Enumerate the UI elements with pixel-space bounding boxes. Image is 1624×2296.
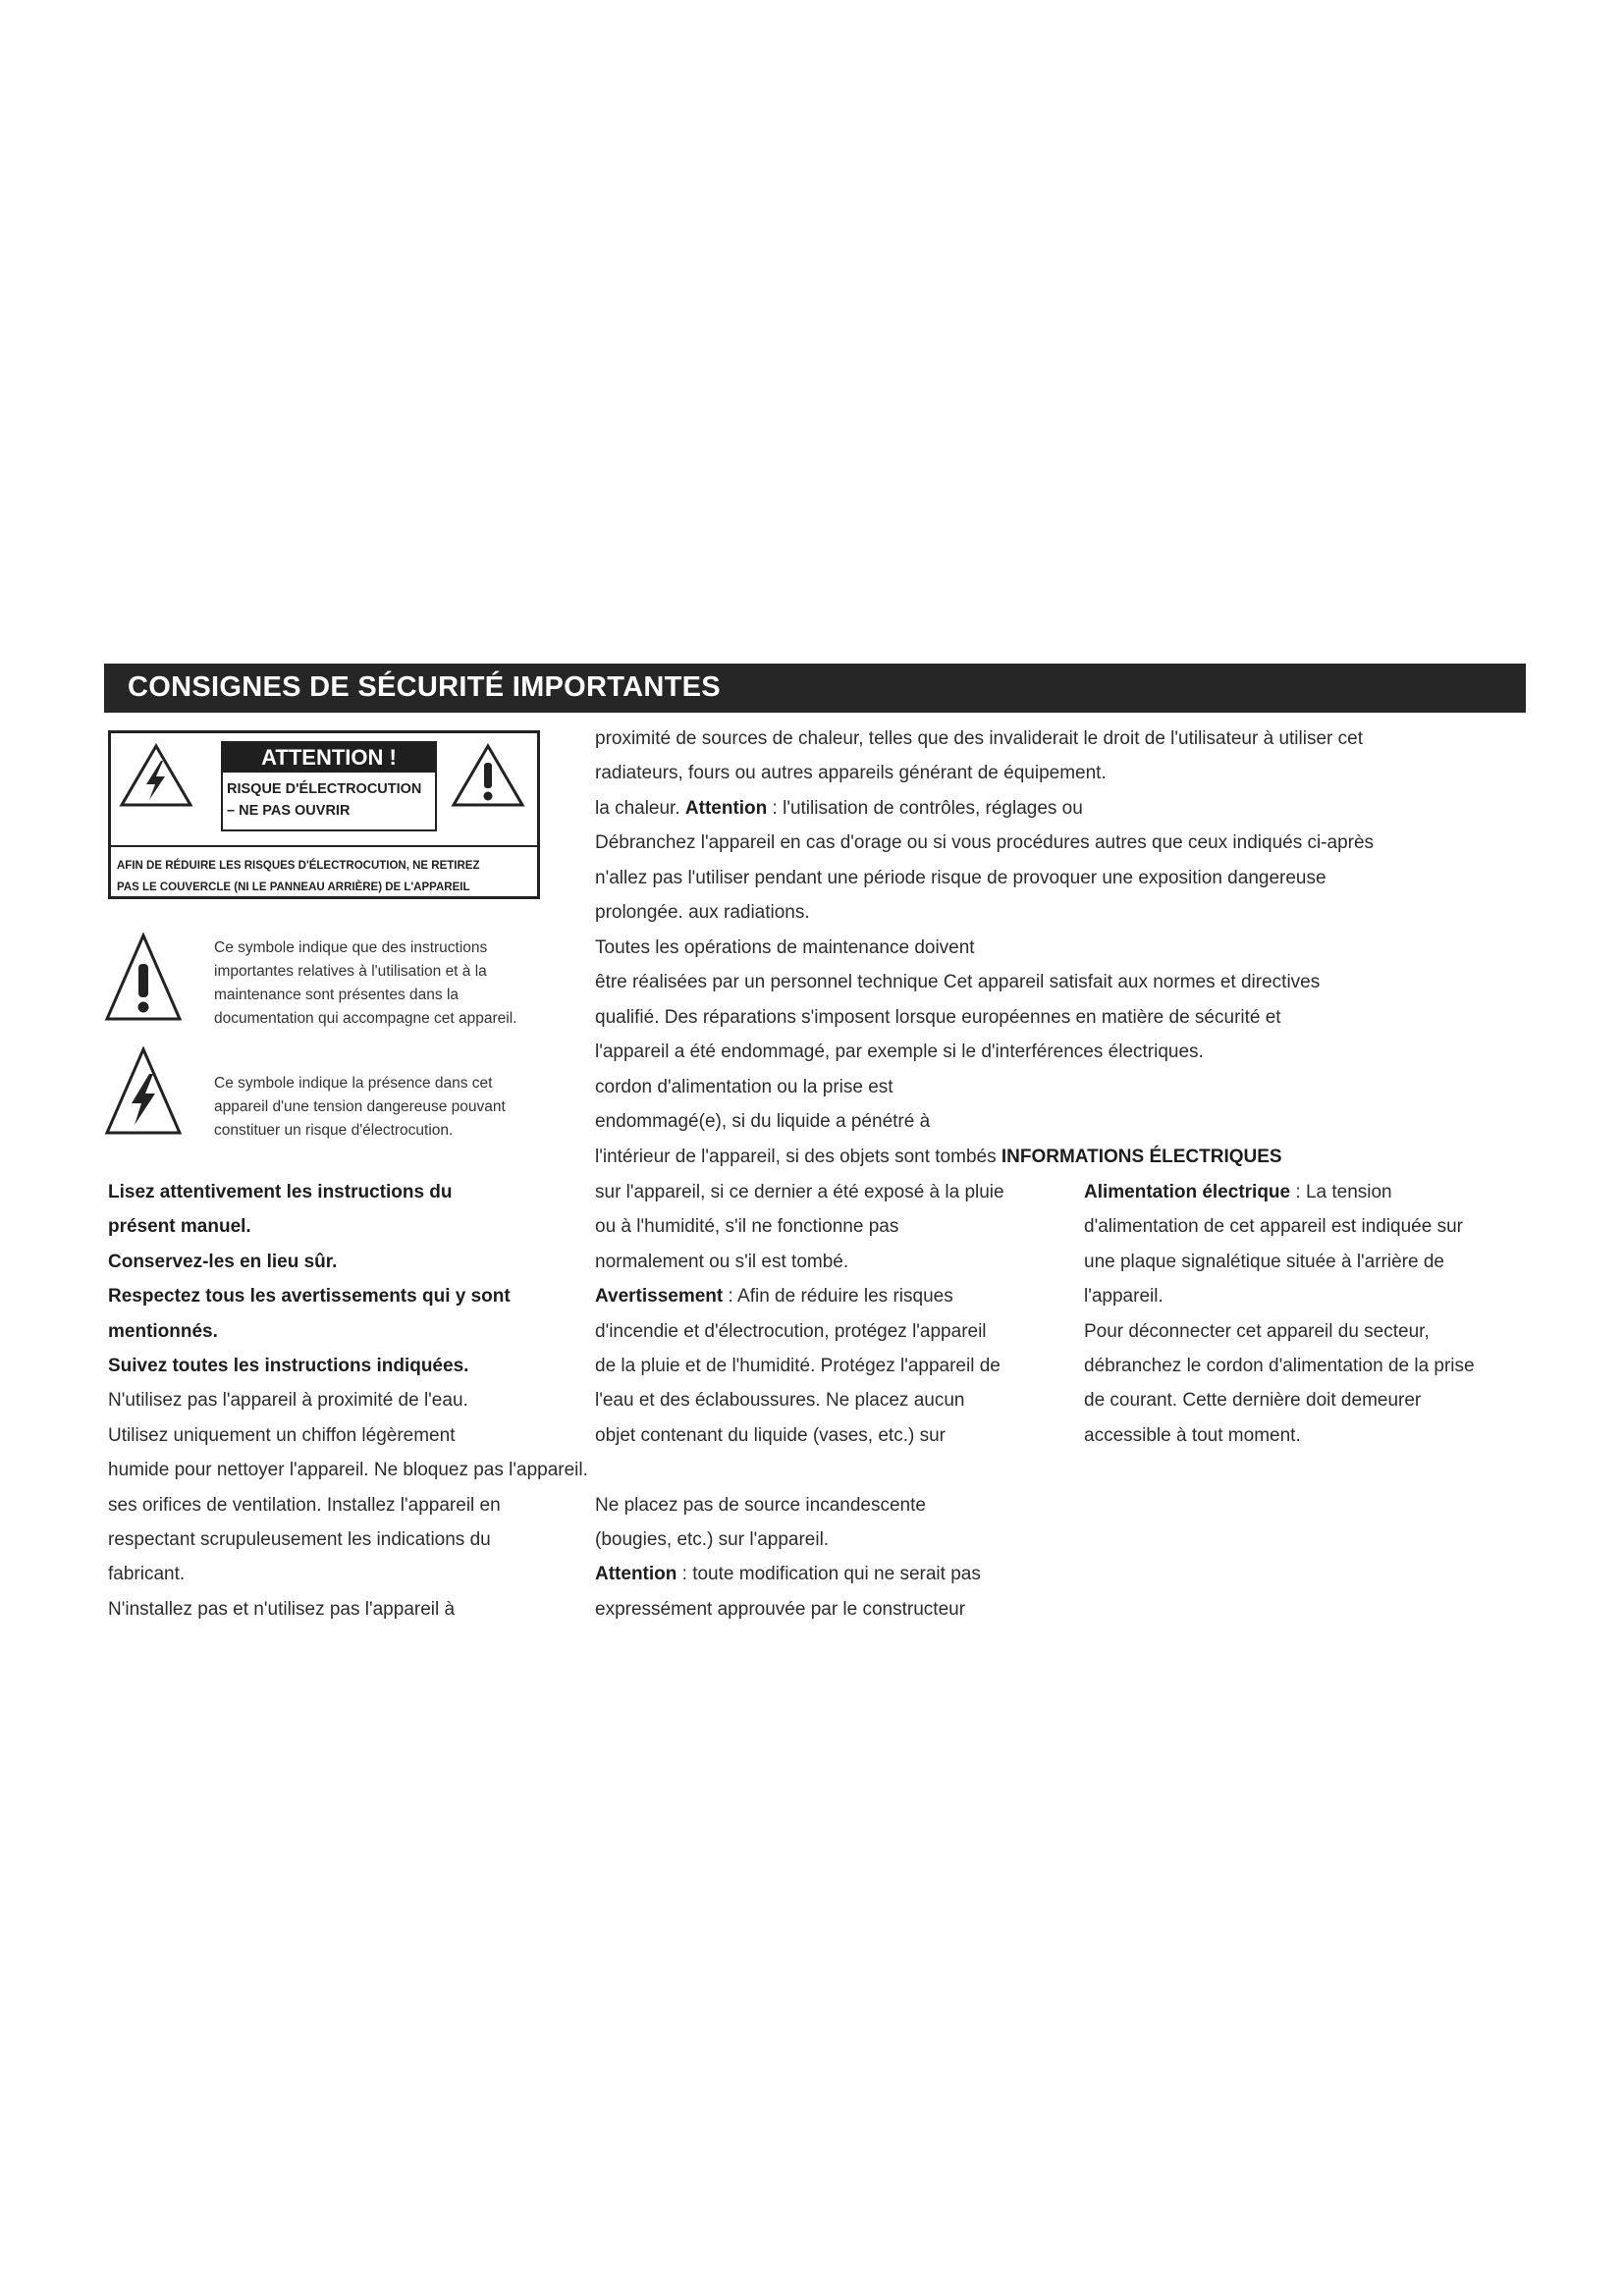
exclamation-symbol-description: Ce symbole indique que des instructions importantes relatives à l'utilisation et à la maintenance sont présentes dans la documentation qui accompagne cet appareil. [214, 939, 517, 1027]
page-title: CONSIGNES DE SÉCURITÉ IMPORTANTES [128, 671, 721, 703]
text-line: présent manuel. [108, 1216, 251, 1237]
text-line: l'appareil a été endommagé, par exemple si le d'interférences électriques. [595, 1041, 1204, 1062]
electrical-info-heading: INFORMATIONS ÉLECTRIQUES [1001, 1147, 1282, 1167]
text-line: humide pour nettoyer l'appareil. Ne bloquez pas l'appareil. [108, 1460, 588, 1480]
text-line: qualifié. Des réparations s'imposent lorsque européennes en matière de sécurité et [595, 1007, 1281, 1028]
text-line: respectant scrupuleusement les indications du [108, 1529, 491, 1550]
text-line: débranchez le cordon d'alimentation de la prise [1084, 1356, 1475, 1376]
text-line: proximité de sources de chaleur, telles que des invaliderait le droit de l'utilisateur à utiliser cet [595, 728, 1363, 749]
text-line: Avertissement : Afin de réduire les risques [595, 1286, 953, 1307]
text-line: Pour déconnecter cet appareil du secteur, [1084, 1321, 1430, 1342]
text-line: Alimentation électrique : La tension [1084, 1182, 1392, 1202]
text-line: n'allez pas l'utiliser pendant une période risque de provoquer une exposition dangereuse [595, 868, 1326, 888]
text-line: Débranchez l'appareil en cas d'orage ou si vous procédures autres que ceux indiqués ci-après [595, 832, 1375, 853]
text-line: Conservez-les en lieu sûr. [108, 1252, 338, 1272]
text-line: être réalisées par un personnel technique Cet appareil satisfait aux normes et directives [595, 972, 1321, 992]
text-line: (bougies, etc.) sur l'appareil. [595, 1529, 830, 1550]
text-line: accessible à tout moment. [1084, 1425, 1301, 1446]
lightning-triangle-icon [104, 1046, 183, 1137]
warning-divider [111, 845, 537, 847]
text-line: N'installez pas et n'utilisez pas l'appareil à [108, 1599, 456, 1620]
text-line: prolongée. aux radiations. [595, 902, 810, 923]
text-line: l'appareil. [1084, 1286, 1164, 1307]
exclamation-triangle-icon [104, 933, 183, 1023]
text-line: objet contenant du liquide (vases, etc.) sur [595, 1425, 946, 1446]
text-line: Toutes les opérations de maintenance doivent [595, 937, 975, 958]
warning-footer-line: PAS LE COUVERCLE (NI LE PANNEAU ARRIÈRE) DE L'APPAREIL [117, 881, 470, 893]
text-line: Attention : toute modification qui ne serait pas [595, 1564, 981, 1584]
warning-title-box [221, 741, 437, 831]
text-line: ses orifices de ventilation. Installez l'appareil en [108, 1495, 501, 1516]
text-line: Ne placez pas de source incandescente [595, 1495, 926, 1516]
text-line: expressément approuvée par le constructeur [595, 1599, 966, 1620]
text-line: l'eau et des éclaboussures. Ne placez aucun [595, 1390, 965, 1411]
lightning-warning-icon [119, 743, 193, 808]
text-line: Lisez attentivement les instructions du [108, 1182, 453, 1202]
lightning-symbol-description: Ce symbole indique la présence dans cet appareil d'une tension dangereuse pouvant constituer un risque d'électrocution. [214, 1075, 506, 1139]
text-line: endommagé(e), si du liquide a pénétré à [595, 1111, 931, 1132]
text-line: d'incendie et d'électrocution, protégez l'appareil [595, 1321, 987, 1342]
text-line: une plaque signalétique située à l'arrière de [1084, 1252, 1444, 1272]
text-line: fabricant. [108, 1564, 186, 1584]
text-line: de courant. Cette dernière doit demeurer [1084, 1390, 1422, 1411]
text-line: sur l'appareil, si ce dernier a été exposé à la pluie [595, 1182, 1004, 1202]
text-line: l'intérieur de l'appareil, si des objets sont tombés INFORMATIONS ÉLECTRIQUES [595, 1147, 1282, 1167]
warning-attention: ATTENTION ! [223, 743, 435, 773]
text-line: Respectez tous les avertissements qui y sont [108, 1286, 511, 1307]
text-line: Suivez toutes les instructions indiquées. [108, 1356, 469, 1376]
text-line: d'alimentation de cet appareil est indiquée sur [1084, 1216, 1463, 1237]
text-line: de la pluie et de l'humidité. Protégez l'appareil de [595, 1356, 1001, 1376]
warning-label [108, 730, 540, 899]
warning-do-not-open: – NE PAS OUVRIR [227, 803, 351, 819]
text-line: Utilisez uniquement un chiffon légèrement [108, 1425, 456, 1446]
section-header [104, 664, 1526, 713]
warning-risk-text: RISQUE D'ÉLECTROCUTION [227, 781, 422, 797]
warning-footer-line: AFIN DE RÉDUIRE LES RISQUES D'ÉLECTROCUTION, NE RETIREZ [117, 860, 480, 872]
exclamation-warning-icon [451, 743, 525, 808]
text-line: mentionnés. [108, 1321, 218, 1342]
text-line: radiateurs, fours ou autres appareils générant de équipement. [595, 763, 1107, 783]
text-line: N'utilisez pas l'appareil à proximité de l'eau. [108, 1390, 468, 1411]
text-line: ou à l'humidité, s'il ne fonctionne pas [595, 1216, 899, 1237]
text-line: la chaleur. Attention : l'utilisation de contrôles, réglages ou [595, 798, 1083, 819]
text-line: cordon d'alimentation ou la prise est [595, 1077, 893, 1097]
text-line: normalement ou s'il est tombé. [595, 1252, 849, 1272]
